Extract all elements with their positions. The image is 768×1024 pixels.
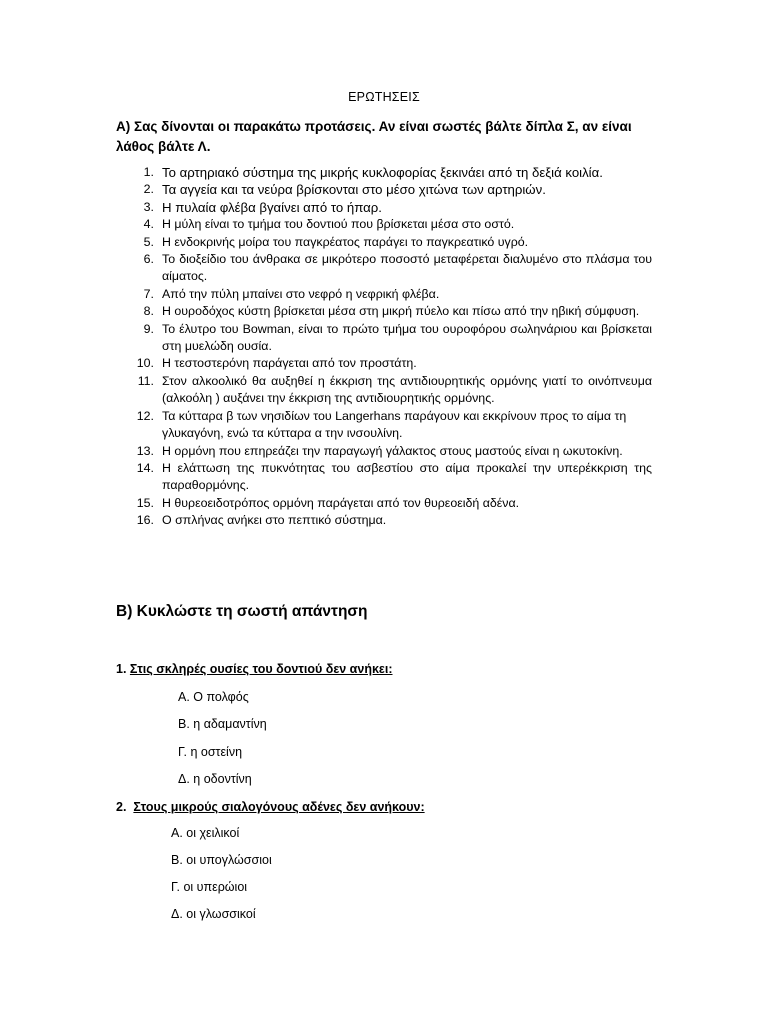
statement-list [116, 164, 652, 530]
statement-text: Η ενδοκρινής μοίρα του παγκρέατος παράγει το παγκρεατικό υγρό. [162, 234, 529, 249]
statement-text: Η ελάττωση της πυκνότητας του ασβεστίου στο αίμα προκαλεί την υπερέκκριση της παραθορμόνης. [162, 460, 652, 493]
statement-number: 2. [143, 182, 154, 197]
statement-item [116, 512, 652, 529]
answer-option[interactable]: Α. οι χειλικοί [171, 826, 240, 840]
statement-number: 16. [136, 513, 154, 528]
statement-text: Ο σπλήνας ανήκει στο πεπτικό σύστημα. [162, 513, 387, 528]
statement-number: 14. [136, 460, 154, 475]
answer-option[interactable]: Δ. οι γλωσσικοί [171, 907, 256, 921]
statement-number: 5. [143, 234, 154, 249]
statement-text: Το έλυτρο του Bowman, είναι το πρώτο τμήμα του ουροφόρου σωληνάριου και βρίσκεται στη μυελώδη ουσία. [162, 321, 652, 354]
statement-number: 15. [136, 495, 154, 510]
statement-item [116, 495, 652, 512]
statement-text: Η μύλη είναι το τμήμα του δοντιού που βρίσκεται μέσα στο οστό. [162, 217, 515, 232]
statement-item [116, 181, 652, 198]
statement-item [116, 443, 652, 460]
statement-number: 9. [143, 321, 154, 336]
statement-item [116, 321, 652, 356]
statement-text: Το αρτηριακό σύστημα της μικρής κυκλοφορίας ξεκινάει από τη δεξιά κοιλία. [162, 165, 603, 180]
statement-text: Τα αγγεία και τα νεύρα βρίσκονται στο μέσο χιτώνα των αρτηριών. [162, 182, 546, 198]
statement-item [116, 355, 652, 372]
statement-text: Στον αλκοολικό θα αυξηθεί η έκκριση της αντιδιουρητικής ορμόνης γιατί το οινόπνευμα (αλκοόλη ) αυξάνει την έκκριση της αντιδιουρητικής ορμόνης. [162, 373, 652, 406]
statement-item [116, 460, 652, 495]
question-1-title [116, 662, 393, 676]
answer-option[interactable]: Γ. η οστείνη [178, 745, 243, 759]
statement-text [162, 408, 652, 443]
question-number: 1. [116, 662, 127, 676]
question-text: Στις σκληρές ουσίες του δοντιού δεν ανήκει: [129, 662, 393, 676]
answer-option[interactable]: Β. η αδαμαντίνη [178, 717, 267, 731]
statement-number: 4. [143, 217, 154, 232]
statement-item [116, 373, 652, 408]
statement-item [116, 408, 652, 443]
statement-number: 11. [137, 373, 154, 388]
statement-number: 12. [136, 408, 154, 423]
question-text: Στους μικρούς σιαλογόνους αδένες δεν ανήκουν: [133, 800, 425, 814]
statement-text-line-1: Τα κύτταρα β των νησιδίων του Langerhans παράγουν και εκκρίνουν προς το αίμα τη [162, 408, 627, 423]
statement-text: Η τεστοστερόνη παράγεται από τον προστάτη. [162, 356, 417, 371]
section-b-heading: Β) Κυκλώστε τη σωστή απάντηση [116, 603, 368, 620]
statement-number: 10. [136, 356, 154, 371]
statement-item [116, 303, 652, 320]
statement-text: Η θυρεοειδοτρόπος ορμόνη παράγεται από τον θυρεοειδή αδένα. [162, 495, 520, 510]
statement-number: 8. [143, 304, 154, 319]
document-title: ΕΡΩΤΗΣΕΙΣ [348, 90, 420, 104]
statement-number: 1. [143, 165, 154, 179]
statement-item [116, 251, 652, 286]
statement-item [116, 199, 652, 216]
question-2-title [116, 800, 425, 814]
statement-number: 7. [143, 286, 154, 301]
section-a-heading: Α) Σας δίνονται οι παρακάτω προτάσεις. Αν είναι σωστές βάλτε δίπλα Σ, αν είναι λάθος βάλτε Λ. [116, 119, 632, 154]
statement-item [116, 216, 652, 233]
statement-number: 6. [143, 252, 154, 267]
answer-option[interactable]: Δ. η οδοντίνη [178, 772, 252, 786]
statement-text: Η ουροδόχος κύστη βρίσκεται μέσα στη μικρή πύελο και πίσω από την ηβική σύμφυση. [162, 304, 640, 319]
statement-item [116, 164, 652, 181]
statement-text: Η πυλαία φλέβα βγαίνει από το ήπαρ. [162, 199, 382, 215]
statement-number: 13. [136, 443, 154, 458]
statement-text: Το διοξείδιο του άνθρακα σε μικρότερο ποσοστό μεταφέρεται διαλυμένο στο πλάσμα του αίματος. [162, 252, 652, 284]
statement-text-line-2: γλυκαγόνη, ενώ τα κύτταρα α την ινσουλίνη. [162, 426, 403, 441]
answer-option[interactable]: Α. Ο πολφός [178, 690, 249, 704]
statement-item [116, 286, 652, 303]
statement-text: Η ορμόνη που επηρεάζει την παραγωγή γάλακτος στους μαστούς είναι η ωκυτοκίνη. [162, 443, 623, 458]
question-number: 2. [116, 800, 127, 814]
statement-text: Από την πύλη μπαίνει στο νεφρό η νεφρική φλέβα. [162, 286, 440, 301]
answer-option[interactable]: Β. οι υπογλώσσιοι [171, 853, 272, 867]
statement-number: 3. [143, 199, 154, 214]
answer-option[interactable]: Γ. οι υπερώιοι [171, 880, 248, 894]
statement-item [116, 234, 652, 251]
